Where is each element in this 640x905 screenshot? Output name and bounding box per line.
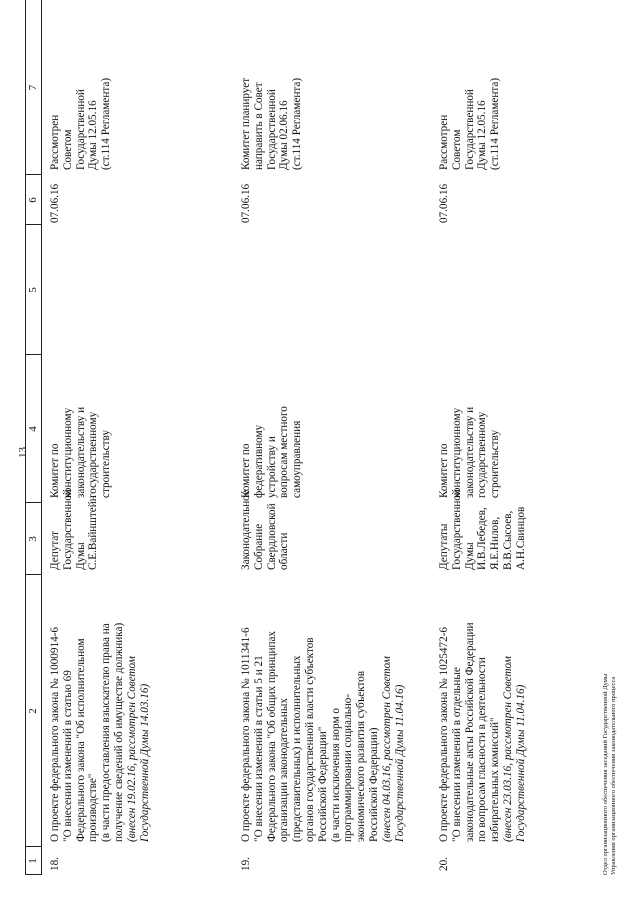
responsible-committee: Комитет по федеративному устройству и вопросам местного самоуправления (240, 406, 304, 498)
footer (602, 674, 618, 875)
column-header: 5 (27, 287, 39, 293)
column-header: 1 (27, 858, 39, 864)
row-number: 18. (49, 857, 61, 871)
column-header: 7 (27, 84, 39, 91)
column-header: 4 (27, 426, 39, 432)
responsible-committee: Комитет по конституционному законодательству и государственному строительству (49, 406, 113, 498)
bill-author: Законодательное Собрание Свердловской области (240, 490, 291, 570)
footer-line: Отдел организационного обеспечения заседаний Государственной Думы (602, 673, 609, 875)
column-header: 6 (27, 197, 39, 203)
status-cell: Рассмотрен Советом Государственной Думы 12.05.16 (ст.114 Регламента) (49, 77, 113, 170)
column-header: 3 (27, 536, 39, 542)
table-rule (25, 0, 26, 875)
row-number: 19. (240, 857, 252, 871)
bill-title: О проекте федерального закона № 1025472-6 "О внесении изменений в отдельные законодательные акты Российской Федерации по вопросам гласности в деятельности избирательных комиссий" (438, 622, 502, 842)
responsible-committee: Комитет по конституционному законодательству и государственному строительству (438, 406, 502, 498)
date-cell: 07.06.16 (240, 183, 252, 223)
column-header: 2 (27, 708, 39, 714)
date-cell: 07.06.16 (49, 183, 61, 223)
status-cell: Рассмотрен Советом Государственной Думы 12.05.16 (ст.114 Регламента) (438, 77, 502, 170)
status-cell: Комитет планирует направить в Совет Государственной Думы 02.06.16 (ст.114 Регламента) (240, 77, 304, 170)
table-rule (41, 0, 42, 875)
bill-title: О проекте федерального закона № 1011341-6 "О внесении изменений в статьи 5 и 21 Федерального закона "Об общих принципах организации законодательных (представительных) и исполнительных органов государственной власти субъектов Российской Федерации" (в части исключения норм о программировании социально- экономического развития субъектов Российской Федерации) (240, 627, 380, 842)
bill-note: (внесен 04.03.16, рассмотрен Советом Государственной Думы 11.04.16) (380, 656, 406, 842)
bill-author: Депутаты Государственной Думы И.В.Лебедев, Я.Е.Нилов, В.В.Сысоев, А.Н.Свинцов (438, 489, 527, 570)
page-number: 13 (17, 447, 29, 458)
date-cell: 07.06.16 (438, 183, 450, 223)
row-number: 20. (438, 857, 450, 871)
bill-note: (внесен 19.02.16, рассмотрен Советом Государственной Думы 14.03.16) (125, 656, 151, 842)
footer-line: Управления организационного обеспечения законодательного процесса (610, 676, 617, 875)
bills-table (25, 0, 615, 875)
bill-note: (внесен 23.03.16, рассмотрен Советом Государственной Думы 11.04.16) (502, 656, 527, 842)
bill-title: О проекте федерального закона № 1000914-6 "О внесении изменений в статью 69 Федерального закона "Об исполнительном производстве" (в части предоставления взыскателю права на получение сведений об имуществе должника) (49, 622, 125, 842)
bill-author: Депутат Государственной Думы С.Е.Вайнштейн (49, 489, 100, 570)
